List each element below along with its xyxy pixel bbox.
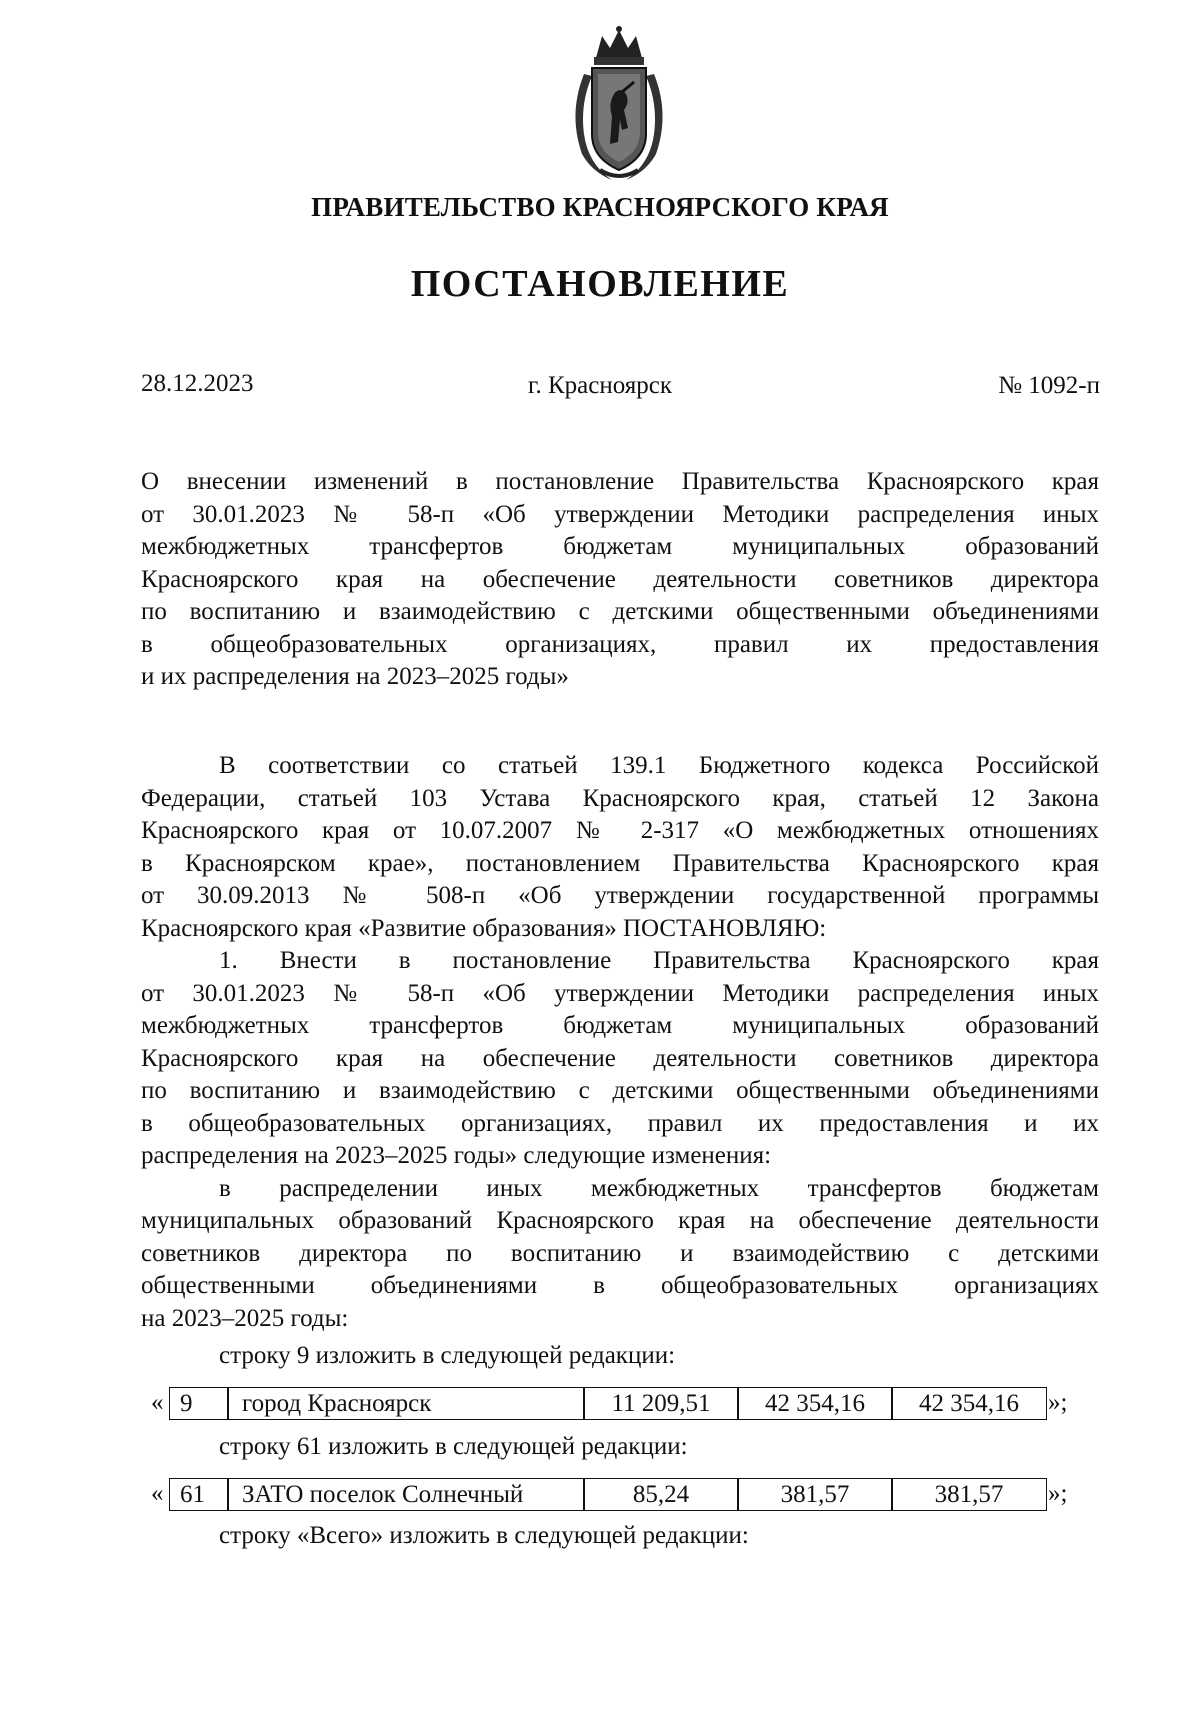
body-line: на 2023–2025 годы: [141, 1304, 349, 1332]
government-title: ПРАВИТЕЛЬСТВО КРАСНОЯРСКОГО КРАЯ [311, 192, 889, 222]
body-line: межбюджетных трансфертов бюджетам муниципальных образований [141, 1012, 1099, 1039]
body-line: от 30.09.2013 № 508-п «Об утверждении государственной программы [141, 882, 1099, 909]
instruction-row-61: строку 61 изложить в следующей редакции: [219, 1433, 688, 1460]
instruction-row-9: строку 9 изложить в следующей редакции: [219, 1342, 676, 1369]
subject-line: от 30.01.2023 № 58-п «Об утверждении Методики распределения иных [141, 500, 1099, 528]
body-line: Красноярского края «Развитие образования» ПОСТАНОВЛЯЮ: [141, 914, 827, 942]
quote-close: »; [1048, 1480, 1068, 1507]
body-line: распределения на 2023–2025 годы» следующие изменения: [141, 1142, 772, 1169]
subject-line: по воспитанию и взаимодействию с детскими общественными объединениями [141, 598, 1099, 625]
body-line: муниципальных образований Красноярского края на обеспечение деятельности [141, 1207, 1099, 1234]
body-line: Красноярского края на обеспечение деятельности советников директора [141, 1044, 1099, 1072]
coat-of-arms-icon [562, 24, 676, 184]
value-2025-cell: 381,57 [891, 1478, 1047, 1511]
row-number-cell: 9 [169, 1387, 229, 1420]
body-line: советников директора по воспитанию и взаимодействию с детскими [141, 1239, 1099, 1267]
subject-line: О внесении изменений в постановление Правительства Красноярского края [141, 468, 1099, 495]
document-date: 28.12.2023 [141, 370, 254, 397]
subject-line: межбюджетных трансфертов бюджетам муниципальных образований [141, 533, 1099, 560]
body-line: от 30.01.2023 № 58-п «Об утверждении Методики распределения иных [141, 979, 1099, 1007]
subject-line: Красноярского края на обеспечение деятельности советников директора [141, 565, 1099, 593]
body-line: в общеобразовательных организациях, правил их предоставления и их [141, 1109, 1099, 1137]
value-2024-cell: 42 354,16 [737, 1387, 893, 1420]
municipality-cell: ЗАТО поселок Солнечный [227, 1478, 585, 1511]
body-line: Красноярского края от 10.07.2007 № 2-317 «О межбюджетных отношениях [141, 817, 1099, 844]
value-2025-cell: 42 354,16 [891, 1387, 1047, 1420]
subject-line: в общеобразовательных организациях, правил их предоставления [141, 630, 1099, 658]
document-type-title: ПОСТАНОВЛЕНИЕ [410, 263, 790, 305]
body-line: Федерации, статьей 103 Устава Красноярского края, статьей 12 Закона [141, 784, 1099, 812]
subject-line: и их распределения на 2023–2025 годы» [141, 663, 569, 690]
value-2023-cell: 85,24 [583, 1478, 739, 1511]
body-line: в Красноярском крае», постановлением Правительства Красноярского края [141, 849, 1099, 877]
value-2024-cell: 381,57 [737, 1478, 893, 1511]
body-line: общественными объединениями в общеобразовательных организациях [141, 1272, 1099, 1299]
document-subject [141, 466, 1099, 694]
body-line: в распределении иных межбюджетных трансфертов бюджетам [219, 1174, 1099, 1202]
body-line: 1. Внести в постановление Правительства Красноярского края [219, 947, 1099, 974]
document-number: № 1092-п [998, 372, 1100, 399]
quote-close: »; [1048, 1389, 1068, 1416]
row-number-cell: 61 [169, 1478, 229, 1511]
value-2023-cell: 11 209,51 [583, 1387, 739, 1420]
table-row [151, 1478, 1111, 1513]
document-body [141, 750, 1099, 1335]
document-city: г. Красноярск [528, 372, 672, 399]
body-line: по воспитанию и взаимодействию с детскими общественными объединениями [141, 1077, 1099, 1104]
quote-open: « [151, 1389, 164, 1416]
instruction-total-row: строку «Всего» изложить в следующей редакции: [219, 1522, 749, 1549]
table-row [151, 1387, 1111, 1422]
body-line: В соответствии со статьей 139.1 Бюджетного кодекса Российской [219, 752, 1099, 779]
municipality-cell: город Красноярск [227, 1387, 585, 1420]
quote-open: « [151, 1480, 164, 1507]
